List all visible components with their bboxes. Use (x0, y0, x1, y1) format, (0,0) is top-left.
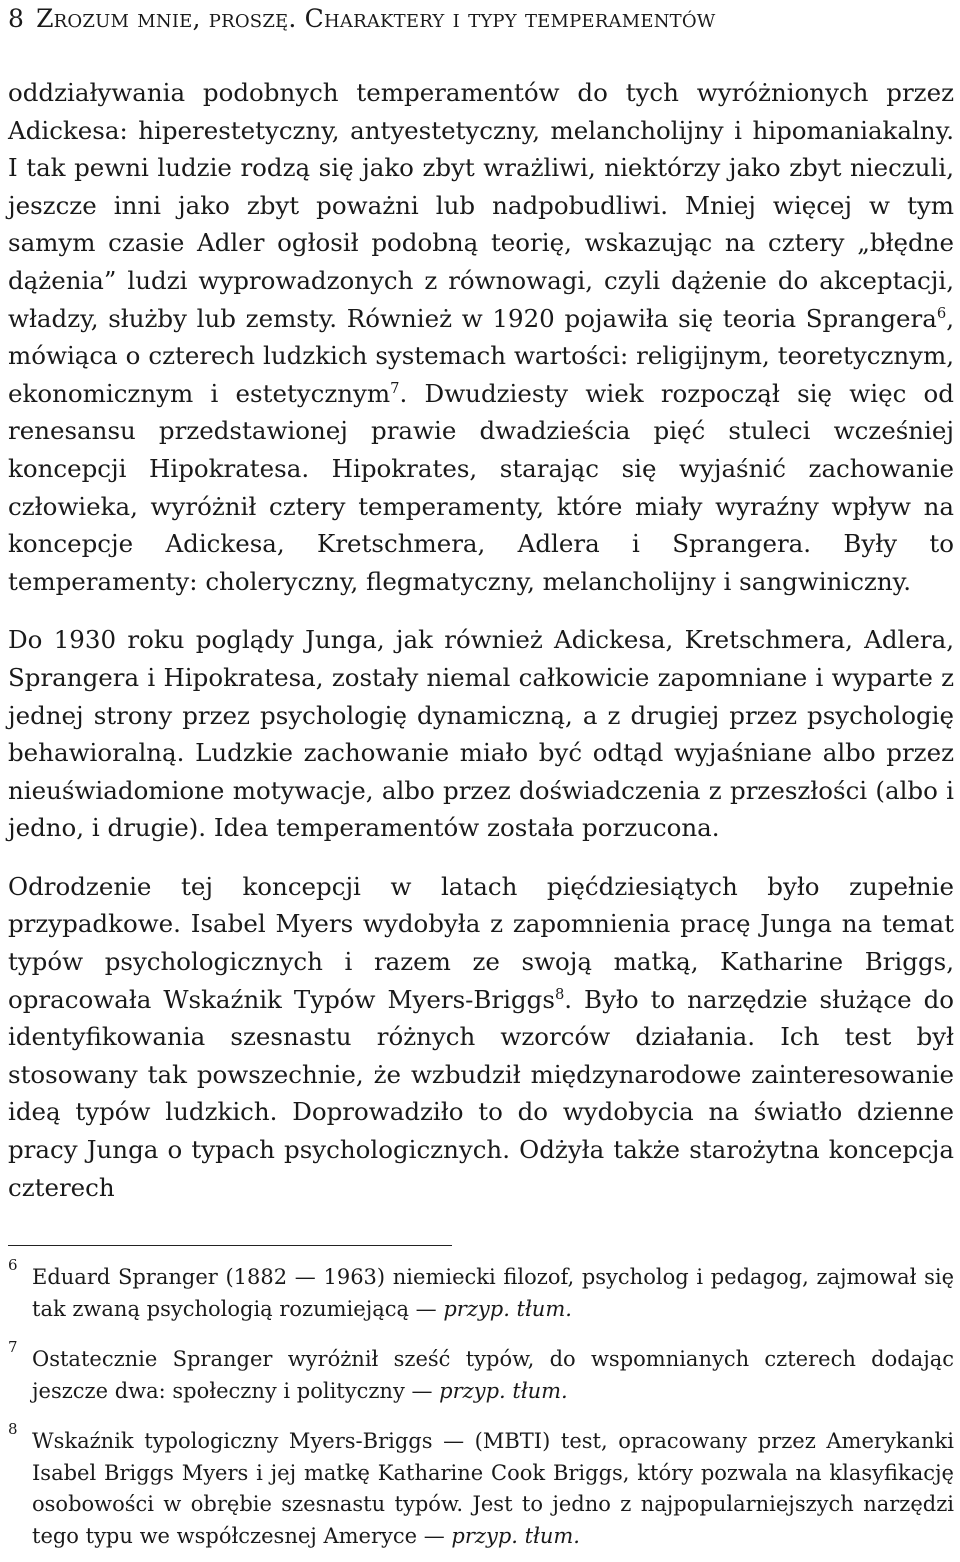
footnote-ref-8: 8 (554, 985, 565, 1003)
footnote-translator-note: przyp. tłum. (451, 1523, 580, 1548)
paragraph-2: Do 1930 roku poglądy Junga, jak również Adickesa, Kretschmera, Adlera, Sprangera i Hipokratesa, zostały niemal całkowicie zapomniane i wyparte z jednej strony przez psychologię dynamiczną, a z drugiej przez psychologię behawioralną. Ludzkie zachowanie miało być odtąd wyjaśniane albo przez nieuświadomione motywacje, albo przez doświadczenia z przeszłości (albo i jedno, i drugie). Idea temperamentów została porzucona. (8, 625, 954, 843)
body-text (8, 74, 954, 1206)
footnote-ref-7: 7 (390, 379, 400, 397)
footnote-divider (8, 1245, 452, 1246)
running-header (8, 4, 716, 34)
footnote-text: Wskaźnik typologiczny Myers-Briggs — (MBTI) test, opracowany przez Amerykanki Isabel Briggs Myers i jej matkę Katharine Cook Briggs, który pozwala na klasyfikację osobowości w obrębie szesnastu typów. Jest to jedno z najpopularniejszych narzędzi tego typu we współczesnej Ameryce — (32, 1429, 954, 1548)
footnote-8 (8, 1420, 954, 1552)
footnote-translator-note: przyp. tłum. (443, 1296, 572, 1321)
footnote-7 (8, 1338, 954, 1407)
footnotes (8, 1256, 954, 1552)
running-title: Zrozum mnie, proszę. Charaktery i typy temperamentów (36, 4, 716, 33)
paragraph-1-text-a: oddziaływania podobnych temperamentów do tych wyróżnionych przez Adickesa: hiperestetyczny, antyestetyczny, melancholijny i hipomaniakalny. I tak pewni ludzie rodzą się jako zbyt wrażliwi, niektórzy jako zbyt nieczuli, jeszcze inni jako zbyt poważni lub nadpobudliwi. Mniej więcej w tym samym czasie Adler ogłosił podobną teorię, wskazując na cztery „błędne dążenia” ludzi wyprowadzonych z równowagi, czyli dążenie do akceptacji, władzy, służby lub zemsty. Również w 1920 pojawiła się teoria Sprangera (8, 78, 954, 333)
footnote-mark: 7 (8, 1338, 18, 1356)
paragraph-3-text-a: Odrodzenie tej koncepcji w latach pięćdziesiątych było zupełnie przypadkowe. Isabel Myers wydobyła z zapomnienia pracę Junga na temat typów psychologicznych i razem ze swoją matką, Katharine Briggs, opracowała Wskaźnik Typów Myers-Briggs (8, 871, 954, 1014)
paragraph-1-text-b: , mówiąca o czterech ludzkich systemach wartości: religijnym, teoretycznym, ekonomicznym i estetycznym (8, 303, 954, 408)
footnote-mark: 8 (8, 1420, 18, 1438)
footnote-mark: 6 (8, 1256, 18, 1274)
page-number: 8 (8, 4, 25, 33)
paragraph-1-text-c: . Dwudziesty wiek rozpoczął się więc od renesansu przedstawionej prawie dwadzieścia pięć stuleci wcześniej koncepcji Hipokratesa. Hipokrates, starając się wyjaśnić zachowanie człowieka, wyróżnił cztery temperamenty, które miały wyraźny wpływ na koncepcje Adickesa, Kretschmera, Adlera i Sprangera. Były to temperamenty: choleryczny, flegmatyczny, melancholijny i sangwiniczny. (8, 378, 954, 596)
paragraph-3 (8, 868, 954, 1206)
paragraph-1 (8, 74, 954, 600)
footnote-translator-note: przyp. tłum. (439, 1378, 568, 1403)
paragraph-3-text-b: . Było to narzędzie służące do identyfikowania szesnastu różnych wzorców działania. Ich test był stosowany tak powszechnie, że wzbudził międzynarodowe zainteresowanie ideą typów ludzkich. Doprowadziło to do wydobycia na światło dzienne pracy Junga o typach psychologicznych. Odżyła także starożytna koncepcja czterech (8, 984, 955, 1202)
footnote-text: Eduard Spranger (1882 — 1963) niemiecki filozof, psycholog i pedagog, zajmował się tak zwaną psychologią rozumiejącą — (32, 1265, 954, 1321)
footnote-text: Ostatecznie Spranger wyróżnił sześć typów, do wspomnianych czterech dodając jeszcze dwa: społeczny i polityczny — (32, 1347, 954, 1403)
footnote-ref-6: 6 (936, 304, 947, 322)
footnote-6 (8, 1256, 954, 1325)
